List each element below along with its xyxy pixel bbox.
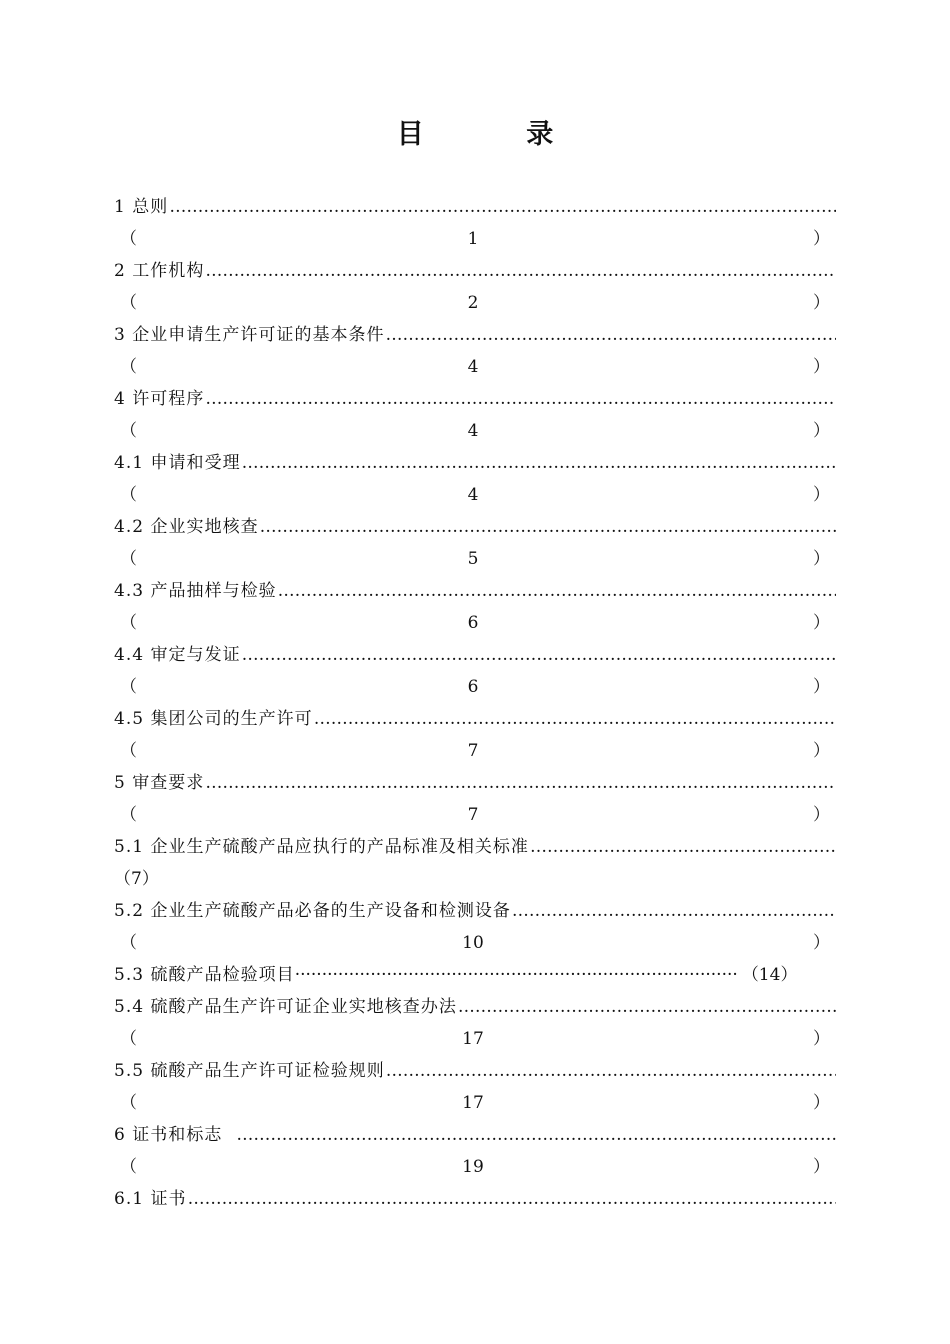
dot-leader — [458, 991, 836, 1023]
dot-leader — [169, 191, 836, 223]
open-paren: （ — [120, 485, 137, 505]
close-paren: ） — [813, 229, 830, 249]
toc-page-number: 7 — [467, 805, 479, 825]
open-paren: （ — [120, 357, 137, 377]
toc-page-line — [114, 1087, 836, 1119]
toc-entry-title: 4.3 产品抽样与检验 — [114, 581, 277, 601]
toc-entry[interactable] — [114, 255, 836, 287]
toc-entry-title: 6.1 证书 — [114, 1189, 187, 1209]
toc-page-number: 2 — [467, 293, 479, 313]
dot-leader: ·················································································· — [294, 965, 738, 985]
toc-entry[interactable] — [114, 959, 836, 991]
close-paren: ） — [813, 293, 830, 313]
close-paren: ） — [813, 421, 830, 441]
dot-leader — [530, 831, 836, 863]
toc-entry-title: 5.4 硫酸产品生产许可证企业实地核查办法 — [114, 997, 457, 1017]
toc-page-line — [114, 799, 836, 831]
open-paren: （ — [120, 613, 137, 633]
toc-page-number: 17 — [462, 1093, 484, 1113]
toc-entry-title: 4 许可程序 — [114, 389, 205, 409]
dot-leader — [205, 767, 836, 799]
toc-entry[interactable] — [114, 639, 836, 671]
close-paren: ） — [813, 677, 830, 697]
toc-entry-title: 5.5 硫酸产品生产许可证检验规则 — [114, 1061, 385, 1081]
toc-entry-title: 2 工作机构 — [114, 261, 205, 281]
toc-entry-title: 4.5 集团公司的生产许可 — [114, 709, 313, 729]
toc-entry[interactable] — [114, 447, 836, 479]
toc-entry[interactable] — [114, 1055, 836, 1087]
open-paren: （ — [120, 677, 137, 697]
toc-page-line — [114, 927, 836, 959]
toc-page-number: 10 — [462, 933, 484, 953]
close-paren: ） — [813, 357, 830, 377]
open-paren: （ — [120, 1093, 137, 1113]
toc-entry[interactable] — [114, 831, 836, 863]
toc-entry[interactable] — [114, 511, 836, 543]
dot-leader — [205, 255, 836, 287]
toc-page-number: （7） — [114, 869, 159, 889]
toc-page-number: 1 — [467, 229, 479, 249]
dot-leader — [314, 703, 836, 735]
toc-entry[interactable] — [114, 895, 836, 927]
toc-entry[interactable] — [114, 1183, 836, 1215]
open-paren: （ — [120, 933, 137, 953]
close-paren: ） — [813, 485, 830, 505]
close-paren: ） — [813, 1029, 830, 1049]
toc-page-line — [114, 223, 836, 255]
open-paren: （ — [120, 1157, 137, 1177]
toc-page-line — [114, 1151, 836, 1183]
open-paren: （ — [120, 293, 137, 313]
toc-entry[interactable] — [114, 767, 836, 799]
toc-page-line — [114, 671, 836, 703]
toc-entry[interactable] — [114, 1119, 836, 1151]
close-paren: ） — [813, 1157, 830, 1177]
toc-page-number: 4 — [467, 421, 479, 441]
dot-leader — [242, 639, 836, 671]
toc-entry-title: 5.1 企业生产硫酸产品应执行的产品标准及相关标准 — [114, 837, 529, 857]
dot-leader — [205, 383, 836, 415]
toc-page-line — [114, 863, 836, 895]
open-paren: （ — [120, 229, 137, 249]
toc-page-line — [114, 543, 836, 575]
toc-page-line — [114, 479, 836, 511]
open-paren: （ — [120, 805, 137, 825]
page-title: 目 录 — [396, 119, 570, 150]
toc-entry-title: 5 审查要求 — [114, 773, 205, 793]
toc-entry-title: 5.2 企业生产硫酸产品必备的生产设备和检测设备 — [114, 901, 511, 921]
toc-page-number: 7 — [467, 741, 479, 761]
toc-entry-title: 4.2 企业实地核查 — [114, 517, 259, 537]
toc-page-number: 17 — [462, 1029, 484, 1049]
dot-leader — [236, 1119, 836, 1151]
toc-entry-title: 4.1 申请和受理 — [114, 453, 241, 473]
toc-entry[interactable] — [114, 575, 836, 607]
close-paren: ） — [813, 805, 830, 825]
dot-leader — [512, 895, 836, 927]
dot-leader — [242, 447, 836, 479]
dot-leader — [278, 575, 836, 607]
toc-page-line — [114, 287, 836, 319]
open-paren: （ — [120, 549, 137, 569]
open-paren: （ — [120, 1029, 137, 1049]
toc-page-line — [114, 351, 836, 383]
open-paren: （ — [120, 741, 137, 761]
open-paren: （ — [120, 421, 137, 441]
toc-entry[interactable] — [114, 191, 836, 223]
dot-leader — [260, 511, 836, 543]
toc-page-number: 4 — [467, 485, 479, 505]
toc-entry-title: 3 企业申请生产许可证的基本条件 — [114, 325, 385, 345]
toc-entry[interactable] — [114, 991, 836, 1023]
close-paren: ） — [813, 1093, 830, 1113]
toc-page-line — [114, 607, 836, 639]
toc-page-number: 19 — [462, 1157, 484, 1177]
toc-entry-title: 6 证书和标志 — [114, 1125, 223, 1145]
toc-page-number: （14） — [741, 965, 798, 985]
close-paren: ） — [813, 613, 830, 633]
toc-page-line — [114, 735, 836, 767]
close-paren: ） — [813, 741, 830, 761]
toc-page-number: 5 — [467, 549, 479, 569]
toc-page-line — [114, 415, 836, 447]
toc-entry-title: 1 总则 — [114, 197, 169, 217]
toc-page-line — [114, 1023, 836, 1055]
toc-entry[interactable] — [114, 703, 836, 735]
dot-leader — [386, 1055, 836, 1087]
toc-entry-title: 5.3 硫酸产品检验项目 — [114, 965, 295, 985]
toc-page-number: 6 — [467, 613, 479, 633]
dot-leader — [188, 1183, 836, 1215]
toc-page-number: 4 — [467, 357, 479, 377]
dot-leader — [386, 319, 836, 351]
table-of-contents — [114, 191, 836, 1215]
close-paren: ） — [813, 933, 830, 953]
toc-page-number: 6 — [467, 677, 479, 697]
toc-entry[interactable] — [114, 383, 836, 415]
toc-entry-title: 4.4 审定与发证 — [114, 645, 241, 665]
toc-entry[interactable] — [114, 319, 836, 351]
close-paren: ） — [813, 549, 830, 569]
